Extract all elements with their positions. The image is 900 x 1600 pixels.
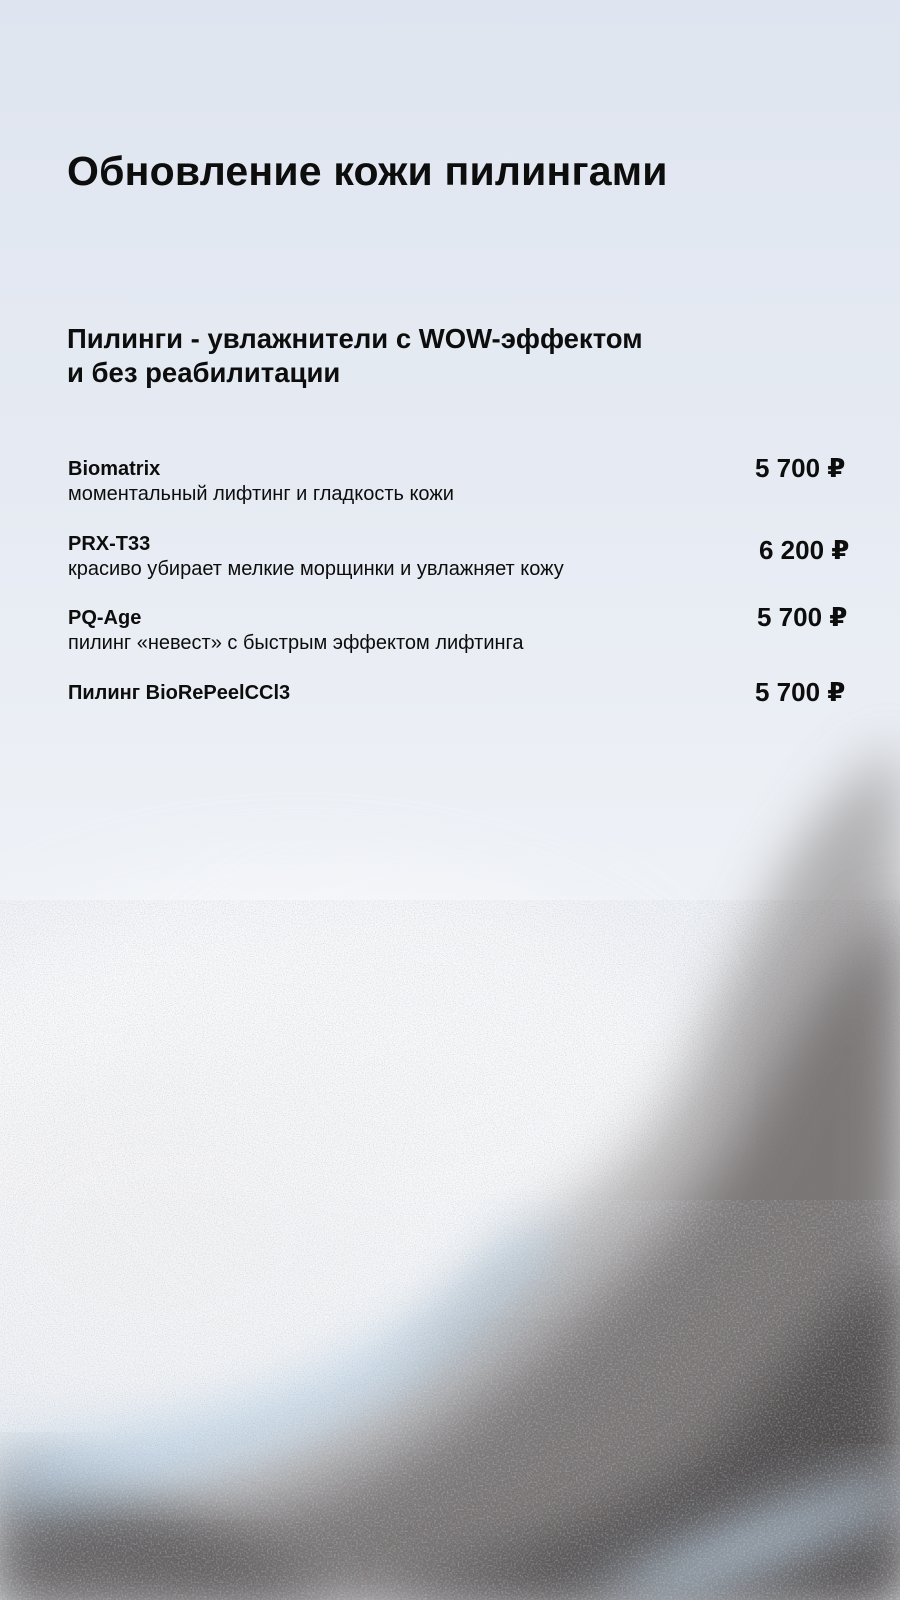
item-price: 6 200 ₽ [759,535,850,565]
item-description: моментальный лифтинг и гладкость кожи [68,483,454,505]
item-description: красиво убирает мелкие морщинки и увлажняет кожу [68,558,564,580]
section-heading [67,322,643,390]
page-title: Обновление кожи пилингами [67,148,668,194]
item-price: 5 700 ₽ [755,677,846,707]
item-name: Biomatrix [68,458,161,480]
price-item-prx-t33 [68,533,868,581]
item-name: PQ-Age [68,607,142,629]
section-heading-line-2: и без реабилитации [67,357,341,388]
item-name: PRX-T33 [68,533,151,555]
price-item-pq-age [68,602,868,655]
price-item-biomatrix [68,453,868,506]
item-name: Пилинг BioRePeelCCl3 [68,682,291,704]
item-price: 5 700 ₽ [757,602,848,632]
price-item-biorepeel [68,677,868,707]
item-description: пилинг «невест» с быстрым эффектом лифтинга [68,632,524,654]
section-heading-line-1: Пилинги - увлажнители с WOW-эффектом [67,323,643,354]
item-price: 5 700 ₽ [755,453,846,483]
